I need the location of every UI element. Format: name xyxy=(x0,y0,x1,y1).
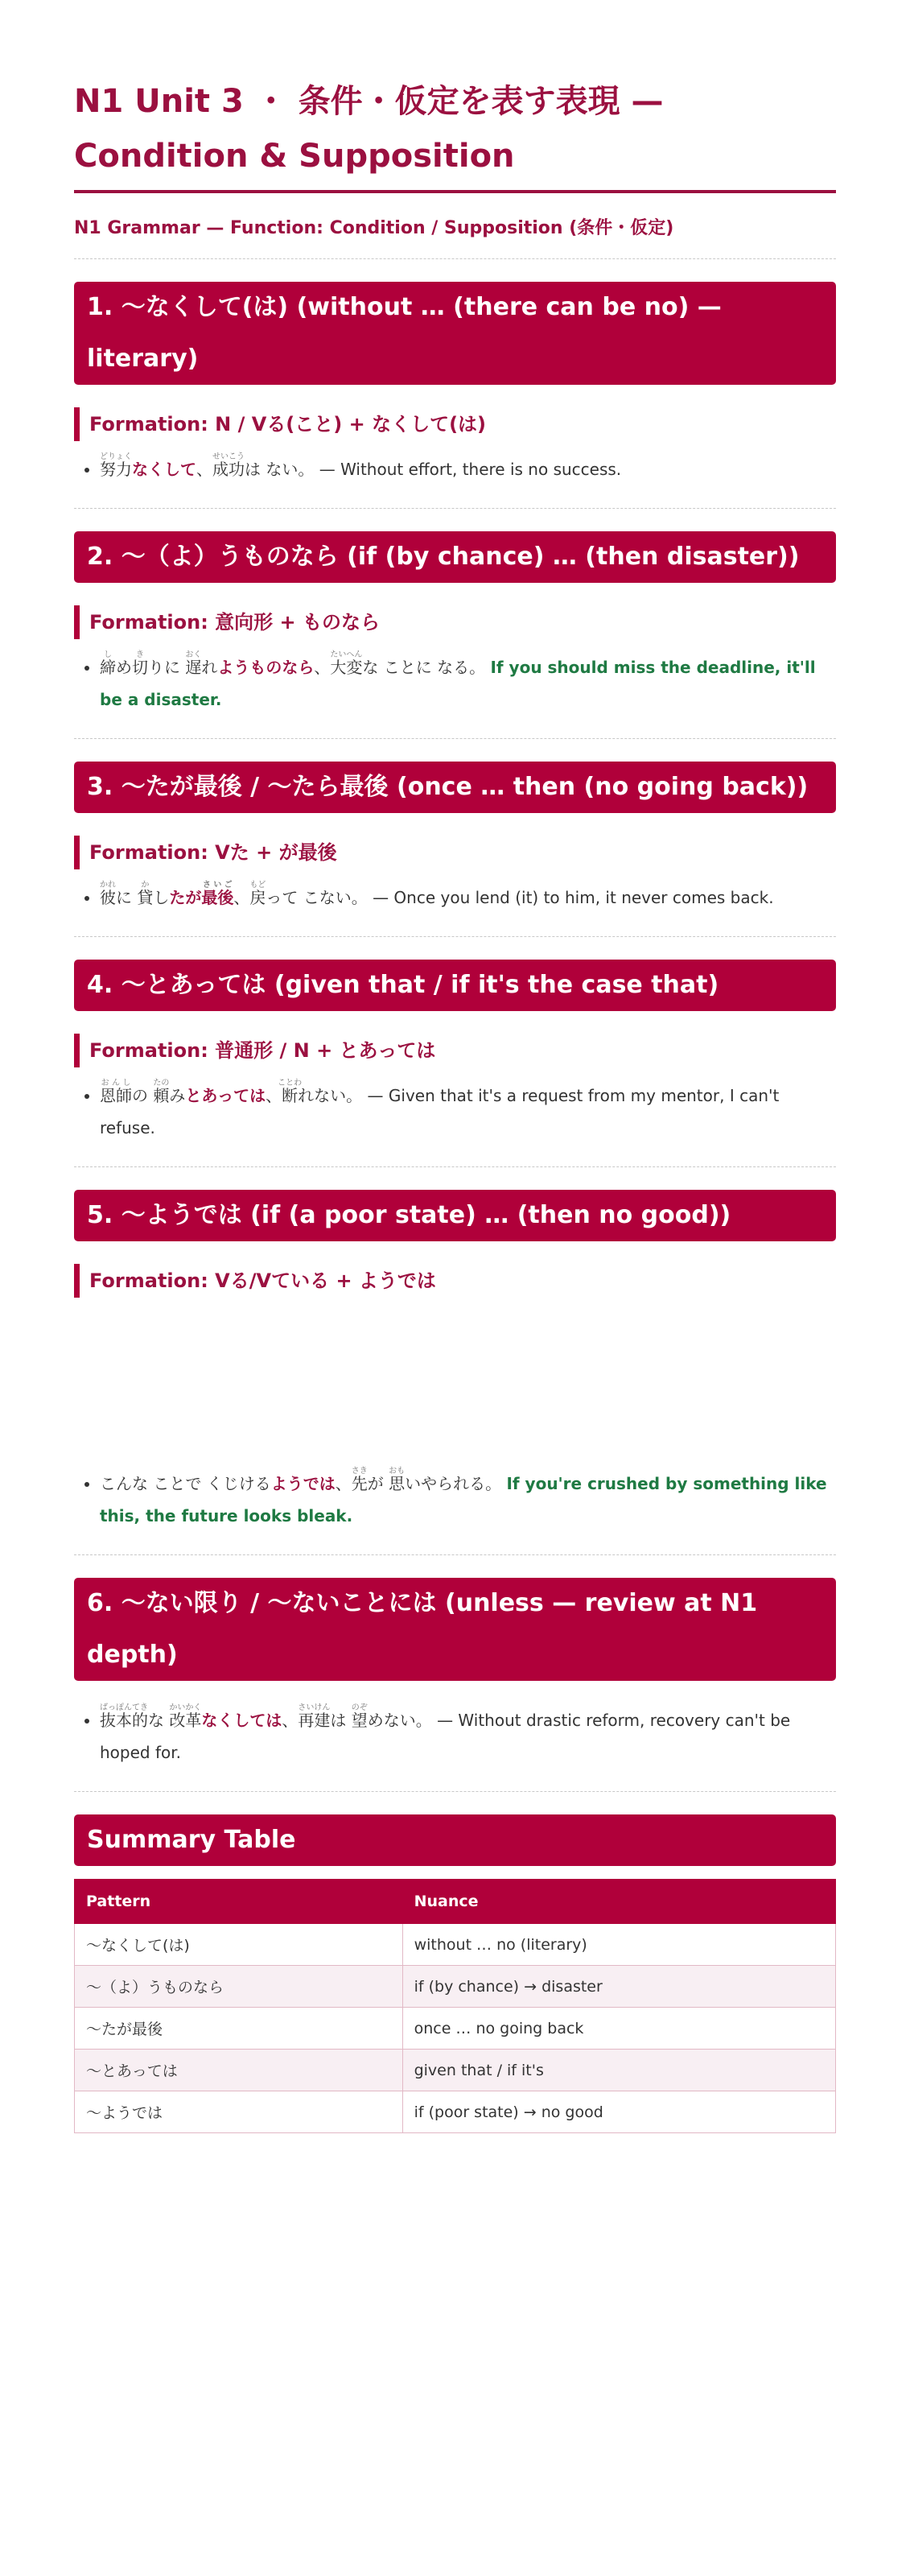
table-row xyxy=(75,2050,836,2091)
example-sentence: • 彼かれに 貸かしたが最後さいご、戻もどって こない。 — Once you lend (it) to him, it never comes back. xyxy=(100,881,836,914)
page-subtitle: N1 Grammar — Function: Condition / Supposition (条件・仮定) xyxy=(74,214,836,259)
section-heading: 3. 〜たが最後 / 〜たら最後 (once … then (no going back)) xyxy=(74,762,836,813)
grammar-section-6 xyxy=(74,1555,836,1792)
section-heading: 6. 〜ない限り / 〜ないことには (unless — review at N1 depth) xyxy=(74,1578,836,1681)
formation-rule: Formation: Vる/Vている + ようでは xyxy=(74,1264,836,1298)
table-row xyxy=(75,2008,836,2050)
section-heading: 2. 〜（よ）うものなら (if (by chance) … (then disaster)) xyxy=(74,531,836,583)
example-translation: — Given that it's a request from my mentor, I can't refuse. xyxy=(100,1086,780,1137)
section-heading: 4. 〜とあっては (given that / if it's the case that) xyxy=(74,960,836,1011)
grammar-section-1 xyxy=(74,259,836,509)
section-heading: Summary Table xyxy=(74,1814,836,1866)
formation-rule: Formation: N / Vる(こと) + なくして(は) xyxy=(74,407,836,441)
grammar-section-2 xyxy=(74,509,836,739)
example-translation: If you should miss the deadline, it'll be a disaster. xyxy=(100,658,816,709)
table-cell: if (poor state) → no good xyxy=(402,2091,835,2133)
column-header: Nuance xyxy=(402,1880,835,1924)
example-sentence: • 抜本的ばっぽんてきな 改革かいかくなくしては、再建さいけんは 望のぞめない。 — Without drastic reform, recovery can't be hoped for. xyxy=(100,1703,836,1769)
grammar-section-4 xyxy=(74,937,836,1167)
section-heading: 5. 〜ようでは (if (a poor state) … (then no good)) xyxy=(74,1190,836,1241)
example-sentence: • 締しめ切きりに 遅おくれようものなら、大変たいへんな ことに なる。 If you should miss the deadline, it'll be a disaster. xyxy=(100,650,836,716)
example-translation: — Without effort, there is no success. xyxy=(314,460,622,479)
table-row xyxy=(75,2091,836,2133)
grammar-section-3 xyxy=(74,739,836,937)
formation-rule: Formation: 意向形 + ものなら xyxy=(74,605,836,639)
formation-rule: Formation: 普通形 / N + とあっては xyxy=(74,1034,836,1067)
formation-rule: Formation: Vた + が最後 xyxy=(74,836,836,869)
column-header: Pattern xyxy=(75,1880,403,1924)
table-cell: without … no (literary) xyxy=(402,1924,835,1966)
example-list xyxy=(74,1079,836,1144)
page-title: N1 Unit 3 ・ 条件・仮定を表す表現 — Condition & Supposition xyxy=(74,74,836,193)
example-sentence: • 恩師おんしの 頼たのみとあっては、断ことわれない。 — Given that it's a request from my mentor, I can't refuse. xyxy=(100,1079,836,1144)
example-translation: If you're crushed by something like this, the future looks bleak. xyxy=(100,1474,827,1525)
table-cell: 〜たが最後 xyxy=(75,2008,403,2050)
grammar-section-5 xyxy=(74,1167,836,1555)
table-cell: once … no going back xyxy=(402,2008,835,2050)
table-cell: 〜（よ）うものなら xyxy=(75,1966,403,2008)
table-cell: 〜とあっては xyxy=(75,2050,403,2091)
blank-area xyxy=(74,1309,836,1467)
example-list xyxy=(74,1703,836,1769)
table-cell: 〜ようでは xyxy=(75,2091,403,2133)
table-header-row xyxy=(75,1880,836,1924)
example-sentence: • 努力どりょくなくして、成功せいこうは ない。 — Without effort, there is no success. xyxy=(100,452,836,485)
section-heading: 1. 〜なくして(は) (without … (there can be no) — literary) xyxy=(74,282,836,385)
table-row xyxy=(75,1924,836,1966)
table-cell: 〜なくして(は) xyxy=(75,1924,403,1966)
example-sentence: • こんな ことで くじけるようでは、先さきが 思おもいやられる。 If you're crushed by something like this, the future looks bleak. xyxy=(100,1467,836,1532)
example-list xyxy=(74,650,836,716)
example-list xyxy=(74,452,836,485)
summary-section xyxy=(74,1792,836,2133)
example-translation: — Once you lend (it) to him, it never comes back. xyxy=(367,888,774,907)
table-cell: if (by chance) → disaster xyxy=(402,1966,835,2008)
table-row xyxy=(75,1966,836,2008)
example-list xyxy=(74,1467,836,1532)
example-translation: — Without drastic reform, recovery can't be hoped for. xyxy=(100,1711,791,1762)
example-list xyxy=(74,881,836,914)
summary-table xyxy=(74,1879,836,2133)
table-cell: given that / if it's xyxy=(402,2050,835,2091)
